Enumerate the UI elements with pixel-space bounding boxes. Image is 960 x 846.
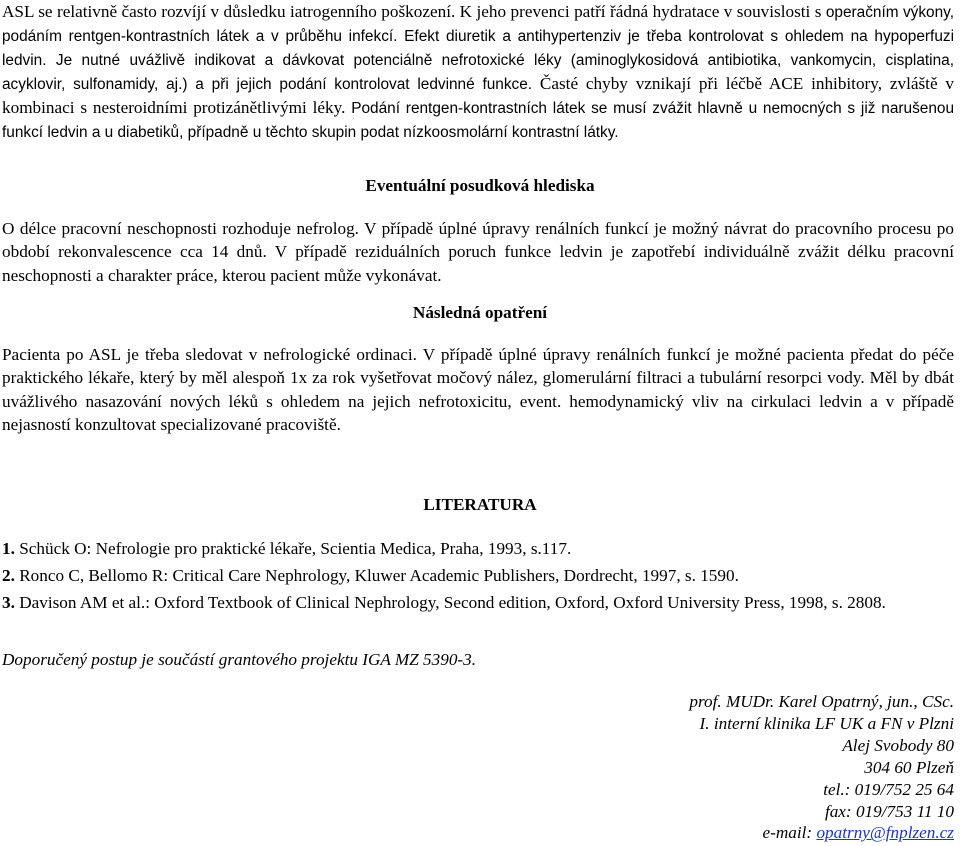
email-label: e-mail: (762, 823, 817, 843)
author-city: 304 60 Plzeň (864, 757, 954, 777)
reference-item (2, 591, 954, 614)
reference-text: Ronco C, Bellomo R: Critical Care Nephrology, Kluwer Academic Publishers, Dordrecht, 1997, s. 1590. (14, 566, 739, 585)
intro-text-1: ASL se relativně často rozvíjí v důsledku iatrogenního poškození. K jeho prevenci patří řádná hydratace v souvislosti s (2, 2, 822, 21)
reference-text: Schück O: Nefrologie pro praktické lékaře, Scientia Medica, Praha, 1993, s.117. (14, 539, 572, 558)
reference-text: Davison AM et al.: Oxford Textbook of Clinical Nephrology, Second edition, Oxford, Oxford University Press, 1998, s. 2808. (14, 593, 886, 612)
author-name: prof. MUDr. Karel Opatrný, jun., CSc. (689, 692, 954, 711)
author-clinic: I. interní klinika LF UK a FN v Plzni (699, 713, 954, 733)
intro-paragraph (2, 0, 954, 145)
author-fax: fax: 019/753 11 10 (824, 801, 954, 821)
section-heading-opatreni: Následná opatření (412, 303, 548, 322)
author-tel: tel.: 019/752 25 64 (823, 779, 954, 799)
intro-text-2: operačním výkony, podáním rentgen-kontrastních látek a v průběhu infekcí. Efekt diuretik a antihypertenziv je třeba kontrolovat s ohledem na hypoperfuzi ledvin. Je nutné uvážlivě indikovat a dávkovat potenciálně nefrotoxické léky (aminoglykosidová antibiotika, vankomycin, cisplatina, acyklovir, sulfonamidy, aj.) a při jejich podání kontrolovat ledvinné funkce. (2, 4, 954, 94)
section-paragraph-opatreni: Pacienta po ASL je třeba sledovat v nefrologické ordinaci. V případě úplné úpravy renálních funkcí je možné pacienta předat do péče praktického lékaře, který by měl alespoň 1x za rok vyšetřovat močový nález, glomerulární filtraci a tubulární resorpci vody. Měl by dbát uvážlivého nasazování nových léků s ohledem na jejich nefrotoxicitu, event. hemodynamický vliv na cirkulaci ledvin a v případě nejasností konzultovat specializované pracoviště. (2, 345, 954, 434)
reference-item (2, 564, 954, 587)
author-street: Alej Svobody 80 (842, 735, 954, 755)
reference-item (2, 537, 954, 560)
reference-number: 2. (2, 566, 15, 585)
author-email-line (689, 822, 954, 844)
literature-list (2, 537, 954, 618)
email-link[interactable]: opatrny@fnplzen.cz (816, 823, 954, 843)
section-heading-posudkova: Eventuální posudková hlediska (365, 176, 595, 195)
reference-number: 3. (2, 593, 15, 612)
literature-heading: LITERATURA (423, 495, 537, 514)
intro-text-4: Podání rentgen-kontrastních látek se musí zvážit hlavně u nemocných s již narušenou funkcí ledvin a u diabetiků, případně u těchto skupin podat nízkoosmolární kontrastní látky. (2, 100, 954, 142)
grant-note: Doporučený postup je součástí grantového projektu IGA MZ 5390-3. (2, 650, 477, 669)
intro-text-3: Časté chyby vznikají při léčbě ACE inhibitory, zvláště v kombinaci s nesteroidními protizánětlivými léky. (2, 74, 954, 118)
author-signature-block (689, 691, 954, 844)
reference-number: 1. (2, 539, 15, 558)
section-paragraph-posudkova: O délce pracovní neschopnosti rozhoduje nefrolog. V případě úplné úpravy renálních funkcí je možný návrat do pracovního procesu po období rekonvalescence cca 14 dnů. V případě reziduálních poruch funkce ledvin je zapotřebí individuálně zvážit délku pracovní neschopnosti a charakter práce, kterou pacient může vykonávat. (2, 219, 954, 285)
